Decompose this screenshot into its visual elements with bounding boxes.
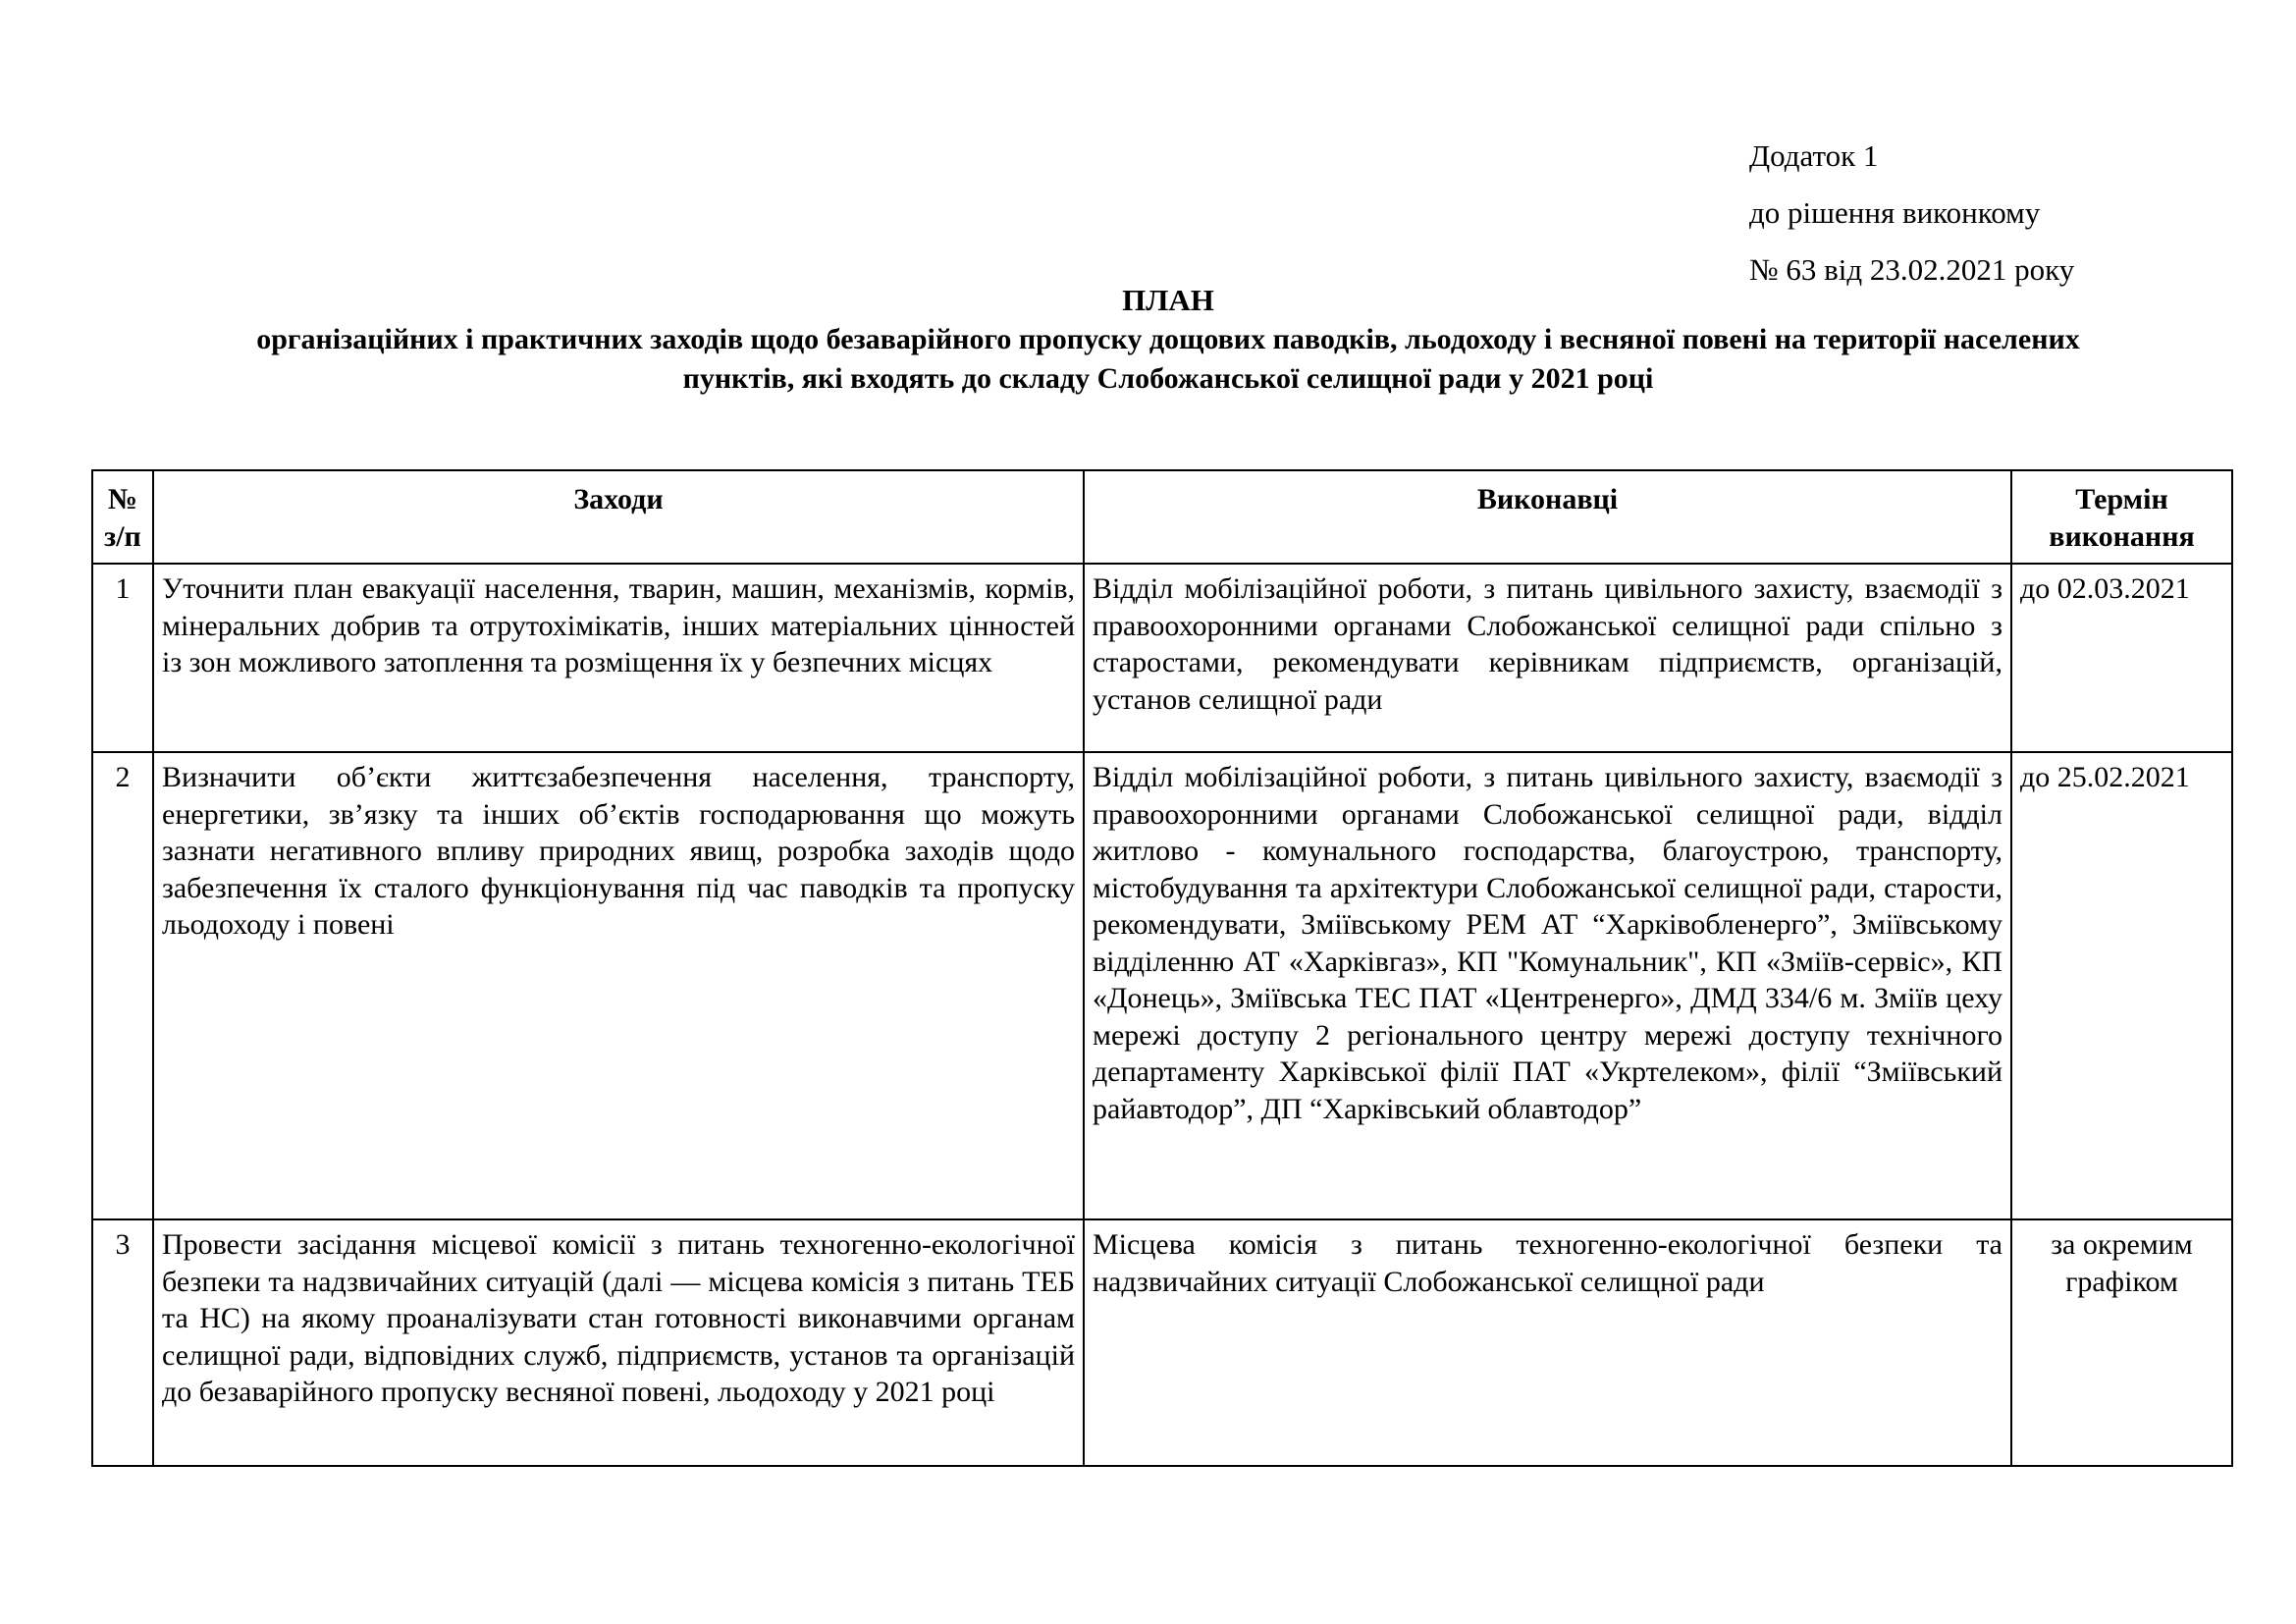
row-executors: Відділ мобілізаційної роботи, з питань цивільного захисту, взаємодії з правоохоронними органами Слобожанської селищної ради спільно з старостами, рекомендувати керівникам підприємств, організацій, установ селищної ради — [1084, 564, 2011, 752]
annex-date: № 63 від 23.02.2021 року — [1749, 252, 2075, 287]
header-measures: Заходи — [153, 470, 1084, 564]
title-heading: ПЛАН — [1122, 283, 1214, 317]
row-num: 3 — [92, 1219, 153, 1466]
annex-number: Додаток 1 — [1749, 138, 1879, 173]
row-executors: Місцева комісія з питань техногенно-екологічної безпеки та надзвичайних ситуації Слобожанської селищної ради — [1084, 1219, 2011, 1466]
plan-table — [91, 469, 2233, 1467]
document-title — [118, 281, 2218, 399]
table-row — [92, 1219, 2232, 1466]
row-measures: Уточнити план евакуації населення, тварин, машин, механізмів, кормів, мінеральних добрив та отрутохімікатів, інших матеріальних цінностей із зон можливого затоплення та розміщення їх у безпечних місцях — [153, 564, 1084, 752]
row-num: 2 — [92, 752, 153, 1219]
table-row — [92, 564, 2232, 752]
header-num: № з/п — [92, 470, 153, 564]
row-measures: Визначити об’єкти життєзабезпечення населення, транспорту, енергетики, зв’язку та інших об’єктів господарювання що можуть зазнати негативного впливу природних явищ, розробка заходів щодо забезпечення їх сталого функціонування під час паводків та пропуску льодоходу і повені — [153, 752, 1084, 1219]
row-term: до 02.03.2021 — [2011, 564, 2232, 752]
header-term: Термін виконання — [2011, 470, 2232, 564]
header-executors: Виконавці — [1084, 470, 2011, 564]
row-num: 1 — [92, 564, 153, 752]
title-line-2: пунктів, які входять до складу Слобожанської селищної ради у 2021 році — [682, 362, 1654, 395]
table-header-row — [92, 470, 2232, 564]
annex-block — [1749, 128, 2074, 298]
row-measures: Провести засідання місцевої комісії з питань техногенно-екологічної безпеки та надзвичайних ситуацій (далі — місцева комісія з питань ТЕБ та НС) на якому проаналізувати стан готовності виконавчими органам селищної ради, відповідних служб, підприємств, установ та організацій до безаварійного пропуску весняної повені, льодоходу у 2021 році — [153, 1219, 1084, 1466]
annex-decision: до рішення виконкому — [1749, 195, 2041, 230]
row-executors: Відділ мобілізаційної роботи, з питань цивільного захисту, взаємодії з правоохоронними органами Слобожанської селищної ради, відділ житлово - комунального господарства, благоустрою, транспорту, містобудування та архітектури Слобожанської селищної ради, старости, рекомендувати, Зміївському РЕМ АТ “Харківобленерго”, Зміївському відділенню АТ «Харківгаз», КП "Комунальник", КП «Зміїв-сервіс», КП «Донець», Зміївська ТЕС ПАТ «Центренерго», ДМД 334/6 м. Зміїв цеху мережі доступу 2 регіонального центру мережі доступу технічного департаменту Харківської філії ПАТ «Укртелеком», філії “Зміївський райавтодор”, ДП “Харківський облавтодор” — [1084, 752, 2011, 1219]
table-row — [92, 752, 2232, 1219]
row-term: за окремим графіком — [2011, 1219, 2232, 1466]
title-line-1: організаційних і практичних заходів щодо безаварійного пропуску дощових паводків, льодоходу і весняної повені на території населених — [256, 323, 2080, 355]
row-term: до 25.02.2021 — [2011, 752, 2232, 1219]
